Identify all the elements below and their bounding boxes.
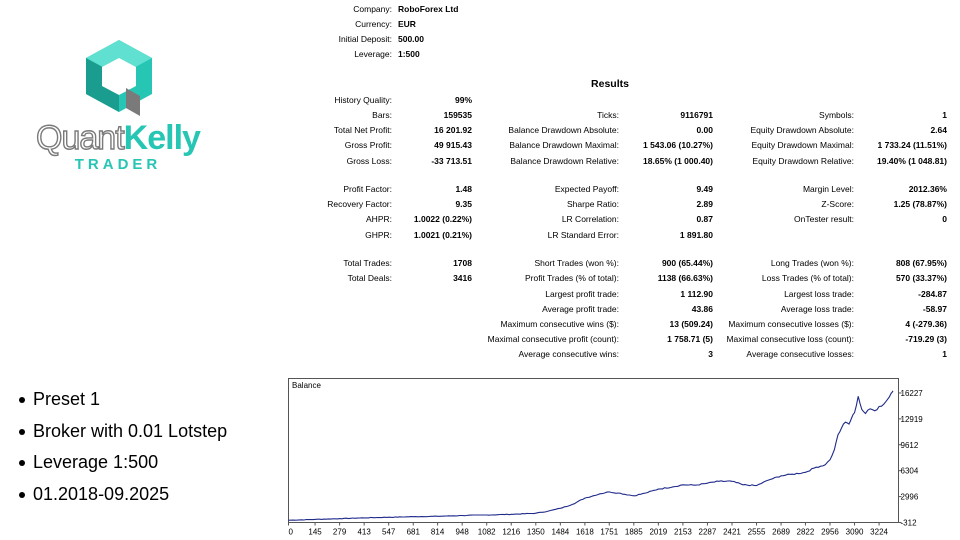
ahpr-label: AHPR: (366, 214, 392, 224)
maximal-consec-profit-label: Maximal consecutive profit (count): (487, 334, 619, 344)
balance-dd-rel-value: 18.65% (1 000.40) (643, 156, 713, 166)
x-tick-label: 2019 (649, 527, 668, 537)
total-net-profit-value: 16 201.92 (434, 125, 472, 135)
avg-loss-value: -58.97 (922, 304, 947, 314)
ghpr-value: 1.0021 (0.21%) (413, 230, 472, 240)
balance-dd-abs-value: 0.00 (696, 125, 713, 135)
balance-dd-rel-label: Balance Drawdown Relative: (510, 156, 619, 166)
max-consec-wins-label: Maximum consecutive wins ($): (500, 319, 619, 329)
avg-consec-losses-label: Average consecutive losses: (746, 349, 854, 359)
total-deals-value: 3416 (453, 273, 472, 283)
max-consec-losses-value: 4 (-279.36) (905, 319, 947, 329)
x-tick-label: 1618 (575, 527, 594, 537)
x-tick-label: 413 (357, 527, 371, 537)
total-deals-label: Total Deals: (347, 273, 392, 283)
ahpr-value: 1.0022 (0.22%) (413, 214, 472, 224)
gross-loss-label: Gross Loss: (346, 156, 392, 166)
y-tick-label: 12919 (900, 414, 923, 424)
maximal-consec-loss-label: Maximal consecutive loss (count): (726, 334, 854, 344)
history-quality-label: History Quality: (334, 95, 392, 105)
sharpe-ratio-label: Sharpe Ratio: (567, 199, 619, 209)
preset-info-list (18, 384, 227, 510)
short-trades-label: Short Trades (won %): (534, 258, 619, 268)
margin-level-label: Margin Level: (802, 184, 854, 194)
balance-chart-svg (288, 378, 928, 540)
largest-loss-label: Largest loss trade: (784, 289, 854, 299)
x-tick-label: 814 (430, 527, 445, 537)
maximal-consec-profit-value: 1 758.71 (5) (667, 334, 713, 344)
x-tick-label: 948 (455, 527, 469, 537)
total-trades-label: Total Trades: (343, 258, 392, 268)
long-trades-value: 808 (67.95%) (895, 258, 947, 268)
x-tick-label: 2956 (821, 527, 839, 537)
long-trades-label: Long Trades (won %): (770, 258, 854, 268)
x-tick-label: 1216 (502, 527, 521, 537)
initial-deposit-label: Initial Deposit: (338, 34, 392, 44)
avg-consec-losses-value: 1 (942, 349, 947, 359)
y-tick-label: -312 (900, 518, 917, 528)
profit-factor-value: 1.48 (455, 184, 472, 194)
avg-consec-wins-value: 3 (708, 349, 713, 359)
bars-value: 159535 (443, 110, 472, 120)
x-tick-label: 547 (382, 527, 396, 537)
ticks-value: 9116791 (680, 110, 713, 120)
bullet-period: 01.2018-09.2025 (18, 479, 227, 511)
logo-name-part1: Quant (36, 119, 124, 157)
x-tick-label: 681 (406, 527, 420, 537)
gross-profit-value: 49 915.43 (434, 140, 472, 150)
largest-loss-value: -284.87 (918, 289, 947, 299)
expected-payoff-value: 9.49 (696, 184, 713, 194)
bars-label: Bars: (372, 110, 392, 120)
ticks-label: Ticks: (597, 110, 619, 120)
bullet-leverage: Leverage 1:500 (18, 447, 227, 479)
equity-dd-rel-label: Equity Drawdown Relative: (752, 156, 854, 166)
x-tick-label: 2287 (698, 527, 717, 537)
lr-std-error-label: LR Standard Error: (547, 230, 619, 240)
balance-dd-max-label: Balance Drawdown Maximal: (509, 140, 619, 150)
recovery-factor-value: 9.35 (455, 199, 472, 209)
total-trades-value: 1708 (453, 258, 472, 268)
ontester-value: 0 (942, 214, 947, 224)
ghpr-label: GHPR: (365, 230, 392, 240)
bullet-broker: Broker with 0.01 Lotstep (18, 416, 227, 448)
ontester-label: OnTester result: (794, 214, 854, 224)
avg-profit-label: Average profit trade: (542, 304, 619, 314)
currency-value: EUR (398, 19, 416, 29)
x-tick-label: 3224 (870, 527, 888, 537)
chart-plot-area (289, 379, 899, 523)
leverage-label: Leverage: (354, 49, 392, 59)
gross-profit-label: Gross Profit: (344, 140, 392, 150)
profit-trades-label: Profit Trades (% of total): (524, 273, 619, 283)
chart-title: Balance (292, 381, 321, 390)
y-tick-label: 2996 (900, 492, 919, 502)
symbols-value: 1 (942, 110, 947, 120)
logo-name-part2: Kelly (123, 119, 200, 157)
short-trades-value: 900 (65.44%) (661, 258, 713, 268)
sharpe-ratio-value: 2.89 (696, 199, 713, 209)
x-tick-label: 1484 (551, 527, 570, 537)
x-tick-label: 2421 (723, 527, 741, 537)
y-tick-label: 9612 (900, 440, 919, 450)
lr-std-error-value: 1 891.80 (679, 230, 713, 240)
equity-dd-rel-value: 19.40% (1 048.81) (877, 156, 947, 166)
margin-level-value: 2012.36% (908, 184, 947, 194)
x-tick-label: 1082 (477, 527, 496, 537)
equity-dd-max-value: 1 733.24 (11.51%) (877, 140, 947, 150)
lr-correlation-label: LR Correlation: (561, 214, 619, 224)
x-tick-label: 2153 (673, 527, 692, 537)
profit-trades-value: 1138 (66.63%) (657, 273, 713, 283)
x-tick-label: 2689 (772, 527, 790, 537)
initial-deposit-value: 500.00 (398, 34, 424, 44)
x-tick-label: 2555 (747, 527, 766, 537)
total-net-profit-label: Total Net Profit: (333, 125, 392, 135)
z-score-value: 1.25 (78.87%) (893, 199, 947, 209)
leverage-value: 1:500 (398, 49, 420, 59)
equity-dd-max-label: Equity Drawdown Maximal: (751, 140, 854, 150)
logo-mark-icon (80, 36, 158, 122)
symbols-label: Symbols: (819, 110, 854, 120)
x-tick-label: 279 (332, 527, 347, 537)
company-label: Company: (353, 4, 392, 14)
loss-trades-value: 570 (33.37%) (895, 273, 947, 283)
largest-profit-value: 1 112.90 (680, 289, 713, 299)
x-tick-label: 2822 (796, 527, 815, 537)
recovery-factor-label: Recovery Factor: (327, 199, 392, 209)
avg-consec-wins-label: Average consecutive wins: (518, 349, 619, 359)
gross-loss-value: -33 713.51 (431, 156, 472, 166)
avg-loss-label: Average loss trade: (780, 304, 854, 314)
balance-dd-max-value: 1 543.06 (10.27%) (643, 140, 713, 150)
max-consec-losses-label: Maximum consecutive losses ($): (728, 319, 854, 329)
expected-payoff-label: Expected Payoff: (554, 184, 619, 194)
z-score-label: Z-Score: (821, 199, 854, 209)
history-quality-value: 99% (454, 95, 472, 105)
maximal-consec-loss-value: -719.29 (3) (905, 334, 947, 344)
currency-label: Currency: (355, 19, 392, 29)
y-tick-label: 6304 (900, 466, 919, 476)
logo-wordmark (28, 120, 208, 156)
x-tick-label: 1885 (624, 527, 643, 537)
x-tick-label: 3090 (845, 527, 864, 537)
largest-profit-label: Largest profit trade: (545, 289, 619, 299)
avg-profit-value: 43.86 (691, 304, 713, 314)
results-title: Results (591, 78, 629, 90)
x-tick-label: 145 (308, 527, 322, 537)
company-value: RoboForex Ltd (398, 4, 459, 14)
quantkelly-logo (28, 36, 208, 176)
equity-dd-abs-label: Equity Drawdown Absolute: (750, 125, 854, 135)
x-tick-label: 1751 (600, 527, 619, 537)
lr-correlation-value: 0.87 (696, 214, 713, 224)
logo-tagline: TRADER (74, 156, 162, 173)
profit-factor-label: Profit Factor: (343, 184, 392, 194)
y-tick-label: 16227 (900, 388, 923, 398)
x-tick-label: 1350 (526, 527, 545, 537)
loss-trades-label: Loss Trades (% of total): (761, 273, 854, 283)
balance-dd-abs-label: Balance Drawdown Absolute: (508, 125, 619, 135)
balance-chart (288, 378, 928, 540)
bullet-preset: Preset 1 (18, 384, 227, 416)
x-tick-label: 0 (288, 527, 293, 537)
equity-dd-abs-value: 2.64 (930, 125, 947, 135)
max-consec-wins-value: 13 (509.24) (669, 319, 713, 329)
